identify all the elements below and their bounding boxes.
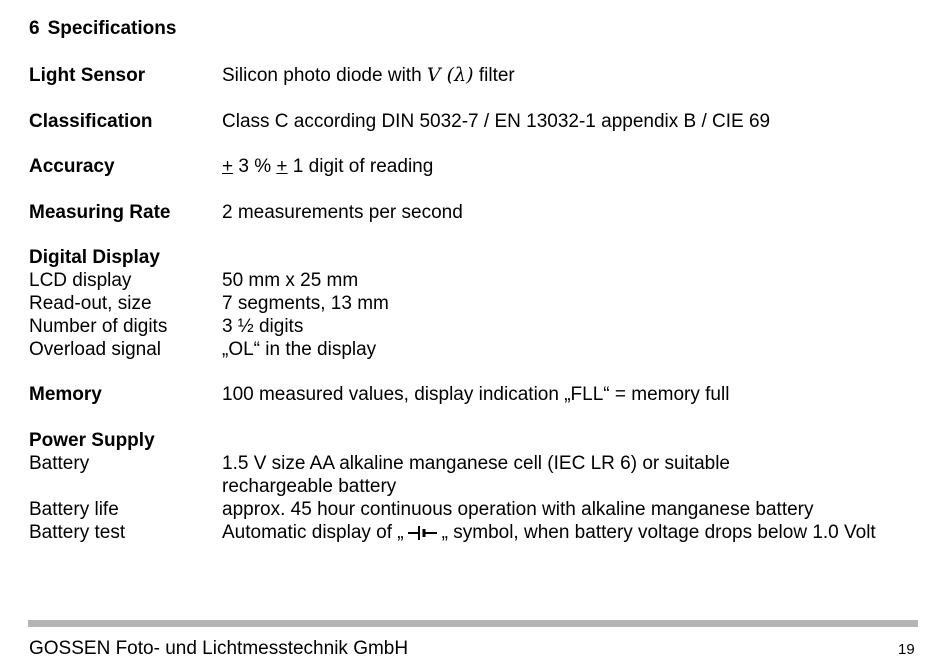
battery-test-suffix: „ symbol, when battery voltage drops below 1.0 Volt — [441, 522, 876, 543]
battery-test-value — [222, 521, 876, 544]
footer-rule — [28, 620, 918, 627]
accuracy-part-1: 3 % — [233, 156, 277, 177]
measuring-rate-value: 2 measurements per second — [222, 202, 463, 223]
power-supply-label: Power Supply — [29, 430, 155, 451]
battery-value-line-1: 1.5 V size AA alkaline manganese cell (IEC LR 6) or suitable — [222, 453, 730, 474]
battery-test-label: Battery test — [29, 522, 126, 543]
battery-label: Battery — [29, 453, 90, 474]
page-number: 19 — [898, 641, 915, 658]
classification-label: Classification — [29, 111, 153, 132]
overload-signal-value: „OL“ in the display — [222, 339, 377, 360]
lcd-display-value: 50 mm x 25 mm — [222, 270, 359, 291]
read-out-size-value: 7 segments, 13 mm — [222, 293, 389, 314]
section-number: 6 — [29, 18, 40, 39]
plus-minus-2: + — [276, 156, 288, 177]
plus-minus-1: + — [222, 156, 234, 177]
overload-signal-label: Overload signal — [29, 339, 162, 360]
section-heading — [29, 17, 176, 40]
section-title: Specifications — [47, 18, 177, 39]
read-out-size-label: Read-out, size — [29, 293, 152, 314]
light-sensor-value-prefix: Silicon photo diode with — [222, 65, 427, 86]
battery-test-prefix: Automatic display of „ — [222, 522, 404, 543]
memory-value: 100 measured values, display indication „FLL“ = memory full — [222, 384, 730, 405]
v-lambda-symbol: V (λ) — [426, 64, 474, 86]
number-of-digits-label: Number of digits — [29, 316, 168, 337]
number-of-digits-value: 3 ½ digits — [222, 316, 304, 337]
battery-value-line-2: rechargeable battery — [222, 476, 397, 497]
digital-display-label: Digital Display — [29, 247, 160, 268]
accuracy-part-2: 1 digit of reading — [287, 156, 434, 177]
battery-life-value: approx. 45 hour continuous operation with alkaline manganese battery — [222, 499, 814, 520]
accuracy-value — [222, 155, 433, 178]
light-sensor-value — [222, 64, 515, 87]
lcd-display-label: LCD display — [29, 270, 132, 291]
battery-life-label: Battery life — [29, 499, 119, 520]
classification-value: Class C according DIN 5032-7 / EN 13032-1 appendix B / CIE 69 — [222, 111, 771, 132]
light-sensor-label: Light Sensor — [29, 65, 146, 86]
accuracy-label: Accuracy — [29, 156, 115, 177]
memory-label: Memory — [29, 384, 102, 405]
footer-company: GOSSEN Foto- und Lichtmesstechnik GmbH — [29, 638, 409, 659]
measuring-rate-label: Measuring Rate — [29, 202, 171, 223]
light-sensor-value-suffix: filter — [473, 65, 515, 86]
battery-symbol-icon — [407, 524, 439, 542]
